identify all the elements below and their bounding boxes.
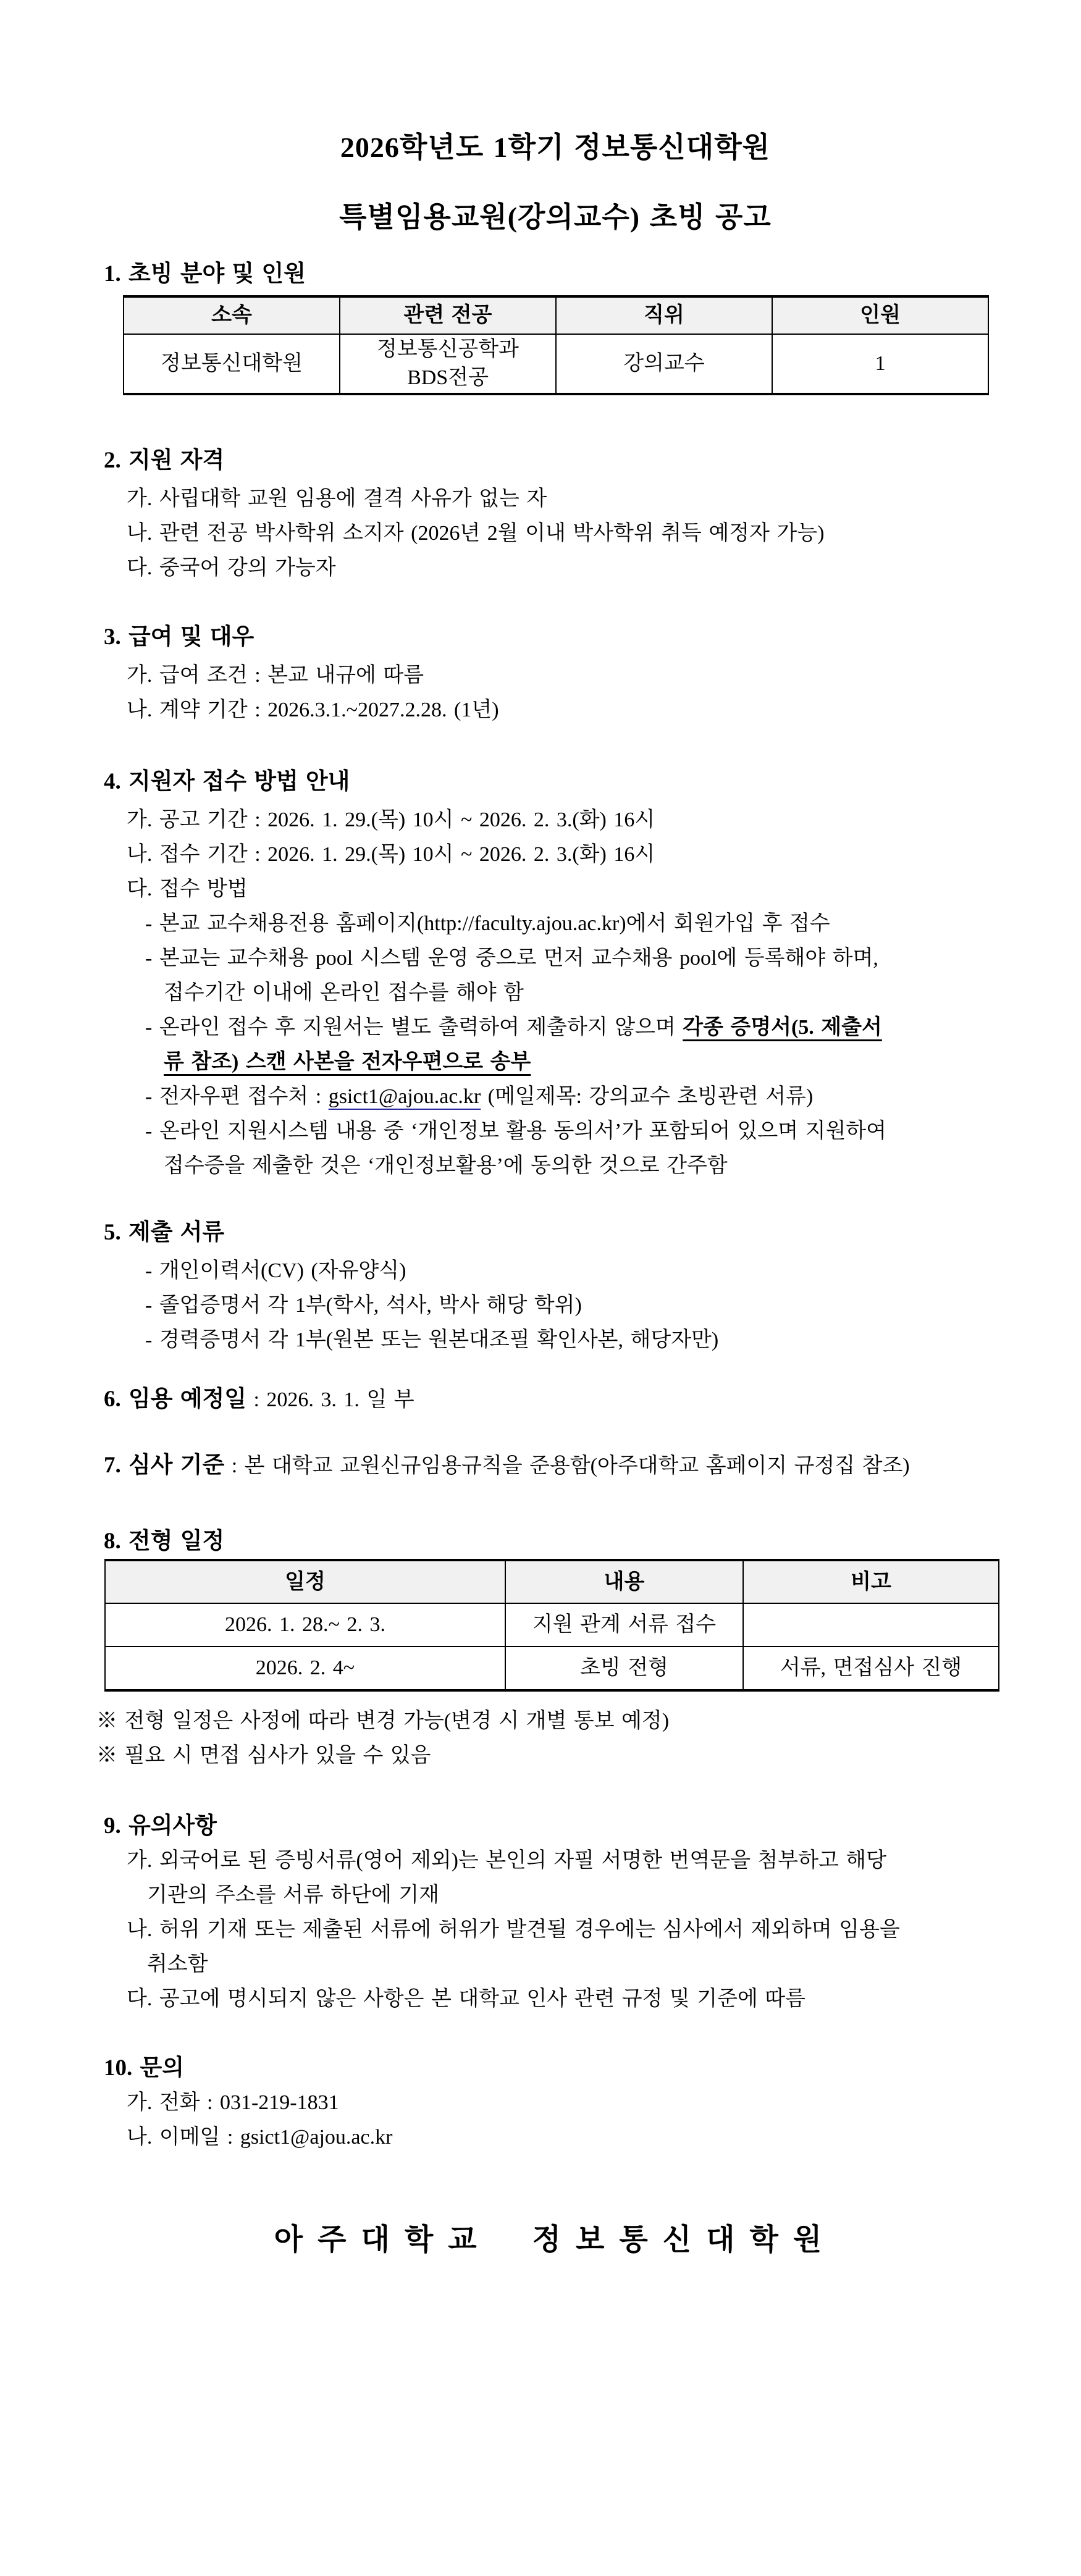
list-item: 가. 급여 조건 : 본교 내규에 따름 [127,664,424,687]
list-item: 다. 중국어 강의 가능자 [127,556,336,579]
list-item: 다. 접수 방법 [127,878,248,900]
note-line: ※ 필요 시 면접 심사가 있을 수 있음 [96,1744,431,1767]
cell-remarks: 서류, 면접심사 진행 [743,1647,999,1690]
section-6-value: : 2026. 3. 1. 일 부 [246,1388,414,1411]
title-line-1: 2026학년도 1학기 정보통신대학원 [340,132,771,163]
dash-item-text: - 온라인 접수 후 지원서는 별도 출력하여 제출하지 않으며 [145,1016,683,1039]
list-item: 다. 공고에 명시되지 않은 사항은 본 대학교 인사 관련 규정 및 기준에 따름 [127,1987,805,2010]
cell-remarks [743,1603,999,1647]
dash-item-text: (메일제목: 강의교수 초빙관련 서류) [481,1085,814,1108]
col-header-content: 내용 [505,1560,743,1603]
document-title [104,112,1007,252]
section-3-heading: 3. 급여 및 대우 [104,624,254,650]
col-header-position: 직위 [556,296,772,334]
dash-item [104,1080,1007,1114]
section-9-heading: 9. 유의사항 [104,1813,217,1839]
col-header-count: 인원 [772,296,988,334]
section-1-heading: 1. 초빙 분야 및 인원 [104,261,306,287]
cell-count: 1 [772,334,988,394]
list-item: 가. 사립대학 교원 임용에 결격 사유가 없는 자 [127,487,547,510]
section-2-heading: 2. 지원 자격 [104,448,225,473]
section-10-heading: 10. 문의 [104,2055,184,2081]
dash-item [104,1010,1007,1045]
section-6-line [104,1382,1007,1417]
section-4-heading: 4. 지원자 접수 방법 안내 [104,769,350,794]
table-header-row [105,1560,999,1603]
email-link[interactable]: gsict1@ajou.ac.kr [328,1085,481,1108]
list-item-continuation: 취소함 [147,1953,208,1976]
list-item: 나. 이메일 : gsict1@ajou.ac.kr [127,2126,393,2149]
section-7-value: : 본 대학교 교원신규임용규칙을 준용함(아주대학교 홈페이지 규정집 참조) [224,1454,910,1477]
title-line-2: 특별임용교원(강의교수) 초빙 공고 [339,201,772,233]
cell-content: 초빙 전형 [505,1647,743,1690]
schedule-table [104,1559,999,1692]
footer-organization-name: 아주대학교 정보통신대학원 [274,2223,837,2256]
list-item: 가. 외국어로 된 증빙서류(영어 제외)는 본인의 자필 서명한 번역문을 첨부하고 해당 [127,1849,886,1872]
cell-content: 지원 관계 서류 접수 [505,1603,743,1647]
cell-major-line-1: 정보통신공학과 [377,338,519,361]
list-item: 나. 접수 기간 : 2026. 1. 29.(목) 10시 ~ 2026. 2. 3.(화) 16시 [127,843,655,866]
list-item: 나. 허위 기재 또는 제출된 서류에 허위가 발견될 경우에는 심사에서 제외하며 임용을 [127,1918,900,1941]
dash-item: - 본교 교수채용전용 홈페이지(http://faculty.ajou.ac.kr)에서 회원가입 후 접수 [145,912,830,935]
emphasized-text-continuation: 류 참조) 스캔 사본을 전자우편으로 송부 [164,1051,531,1073]
recruitment-field-table [123,295,989,395]
table-header-row [124,296,988,334]
cell-affiliation: 정보통신대학원 [124,334,340,394]
list-item: 가. 전화 : 031-219-1831 [127,2091,339,2114]
cell-major-line-2: BDS전공 [407,366,489,389]
section-7-heading: 7. 심사 기준 [104,1453,225,1478]
table-row [105,1603,999,1647]
section-5-heading: 5. 제출 서류 [104,1220,225,1245]
section-8-heading: 8. 전형 일정 [104,1529,225,1554]
dash-item: - 졸업증명서 각 1부(학사, 석사, 박사 해당 학위) [145,1294,582,1317]
emphasized-text: 각종 증명서(5. 제출서 [683,1016,882,1039]
dash-item-text: - 전자우편 접수처 : [145,1085,329,1108]
list-item: 나. 관련 전공 박사학위 소지자 (2026년 2월 이내 박사학위 취득 예정자 가능) [127,522,825,545]
list-item: 나. 계약 기간 : 2026.3.1.~2027.2.28. (1년) [127,699,499,721]
list-item: 가. 공고 기간 : 2026. 1. 29.(목) 10시 ~ 2026. 2. 3.(화) 16시 [127,808,655,831]
col-header-remarks: 비고 [743,1560,999,1603]
dash-item: - 온라인 지원시스템 내용 중 ‘개인정보 활용 동의서’가 포함되어 있으며 지원하여 [145,1120,886,1143]
dash-item: - 경력증명서 각 1부(원본 또는 원본대조필 확인사본, 해당자만) [145,1328,719,1351]
cell-position: 강의교수 [556,334,772,394]
col-header-affiliation: 소속 [124,296,340,334]
note-line: ※ 전형 일정은 사정에 따라 변경 가능(변경 시 개별 통보 예정) [96,1710,670,1732]
dash-item-continuation: 접수증을 제출한 것은 ‘개인정보활용’에 동의한 것으로 간주함 [164,1154,728,1177]
col-header-major: 관련 전공 [340,296,556,334]
dash-item-continuation: 접수기간 이내에 온라인 접수를 해야 함 [164,981,524,1004]
table-row [105,1647,999,1690]
cell-schedule: 2026. 1. 28.~ 2. 3. [105,1603,505,1647]
dash-item: - 본교는 교수채용 pool 시스템 운영 중으로 먼저 교수채용 pool에 등록해야 하며, [145,947,878,970]
table-row [124,334,988,394]
cell-schedule: 2026. 2. 4~ [105,1647,505,1690]
col-header-schedule: 일정 [105,1560,505,1603]
section-6-heading: 6. 임용 예정일 [104,1387,246,1412]
list-item-continuation: 기관의 주소를 서류 하단에 기재 [147,1884,439,1907]
section-7-line [104,1448,1007,1483]
cell-major [340,334,556,394]
dash-item: - 개인이력서(CV) (자유양식) [145,1259,406,1282]
